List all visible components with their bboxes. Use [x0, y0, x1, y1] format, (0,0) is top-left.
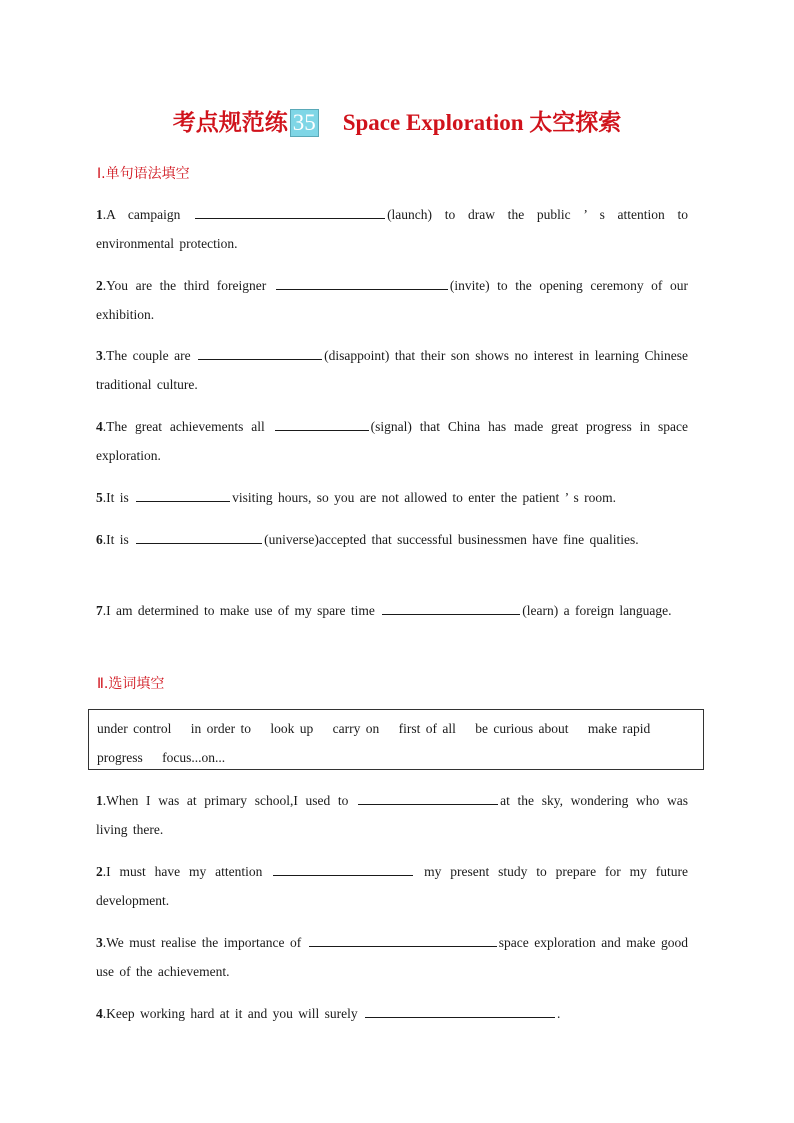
grammar-question-7	[96, 596, 688, 625]
question-text-before: .A campaign	[102, 207, 194, 222]
question-number: 2	[96, 278, 103, 293]
question-text-after: my present study to prepare for my future development.	[96, 864, 688, 908]
word-choice-question-3	[96, 928, 688, 986]
page-title	[0, 104, 794, 137]
question-text-after: (signal) that China has made great progress in space exploration.	[96, 419, 688, 463]
grammar-question-6	[96, 525, 688, 554]
word-bank-item: carry on	[332, 721, 380, 736]
question-text-after: visiting hours, so you are not allowed to enter the patient ’ s room.	[232, 490, 616, 505]
answer-blank[interactable]	[275, 416, 369, 431]
word-bank-item: focus...on...	[162, 750, 226, 765]
word-choice-question-2	[96, 857, 688, 915]
question-number: 1	[96, 793, 103, 808]
question-text-before: .It is	[102, 532, 135, 547]
question-text-after: at the sky, wondering who was living there.	[96, 793, 688, 837]
question-text-before: .I am determined to make use of my spare time	[102, 603, 381, 618]
question-text-after: (launch) to draw the public ’ s attention to environmental protection.	[96, 207, 689, 251]
question-text-before: .Keep working hard at it and you will surely	[102, 1006, 363, 1021]
grammar-question-3	[96, 341, 688, 399]
question-number: 6	[96, 532, 103, 547]
question-text-before: .You are the third foreigner	[102, 278, 274, 293]
grammar-question-5	[96, 483, 688, 512]
question-text-before: .We must realise the importance of	[102, 935, 307, 950]
answer-blank[interactable]	[358, 790, 498, 805]
question-text-after: (learn) a foreign language.	[522, 603, 672, 618]
section-heading-grammar: Ⅰ.单句语法填空	[97, 166, 190, 182]
question-number: 3	[96, 348, 103, 363]
question-text-before: .When I was at primary school,I used to	[102, 793, 357, 808]
answer-blank[interactable]	[365, 1003, 555, 1018]
question-number: 1	[96, 207, 103, 222]
answer-blank[interactable]	[382, 600, 520, 615]
word-bank-item: be curious about	[475, 721, 569, 736]
word-bank	[88, 709, 704, 770]
answer-blank[interactable]	[309, 932, 497, 947]
question-text-before: .The great achievements all	[102, 419, 273, 434]
title-prefix: 考点规范练	[172, 110, 288, 135]
word-choice-question-1	[96, 786, 688, 844]
grammar-question-4	[96, 412, 688, 470]
answer-blank[interactable]	[276, 275, 448, 290]
question-text-after: space exploration and make good use of the achievement.	[96, 935, 688, 979]
question-text-after: (invite) to the opening ceremony of our exhibition.	[96, 278, 689, 322]
word-bank-item: first of all	[398, 721, 456, 736]
answer-blank[interactable]	[198, 345, 322, 360]
question-number: 2	[96, 864, 103, 879]
word-bank-item: under control	[97, 721, 172, 736]
question-number: 4	[96, 419, 103, 434]
question-text-before: .I must have my attention	[102, 864, 272, 879]
question-number: 5	[96, 490, 103, 505]
question-text-before: .It is	[102, 490, 135, 505]
word-bank-item: look up	[270, 721, 314, 736]
question-number: 7	[96, 603, 103, 618]
title-text: Space Exploration 太空探索	[342, 110, 622, 135]
question-number: 4	[96, 1006, 103, 1021]
question-text-after: (disappoint) that their son shows no interest in learning Chinese traditional culture.	[96, 348, 688, 392]
question-text-before: .The couple are	[102, 348, 197, 363]
word-choice-question-4	[96, 999, 688, 1028]
question-number: 3	[96, 935, 103, 950]
answer-blank[interactable]	[136, 487, 230, 502]
question-text-after: (universe)accepted that successful businessmen have fine qualities.	[264, 532, 639, 547]
answer-blank[interactable]	[273, 861, 413, 876]
section-heading-word-choice: Ⅱ.选词填空	[97, 676, 165, 692]
answer-blank[interactable]	[136, 529, 262, 544]
word-bank-item: in order to	[190, 721, 251, 736]
grammar-question-2	[96, 271, 688, 329]
word-bank-item: make rapid progress	[97, 721, 651, 765]
lesson-number-badge: 35	[290, 109, 319, 137]
grammar-question-1	[96, 200, 688, 258]
question-text-after: .	[556, 1006, 561, 1021]
answer-blank[interactable]	[195, 204, 385, 219]
